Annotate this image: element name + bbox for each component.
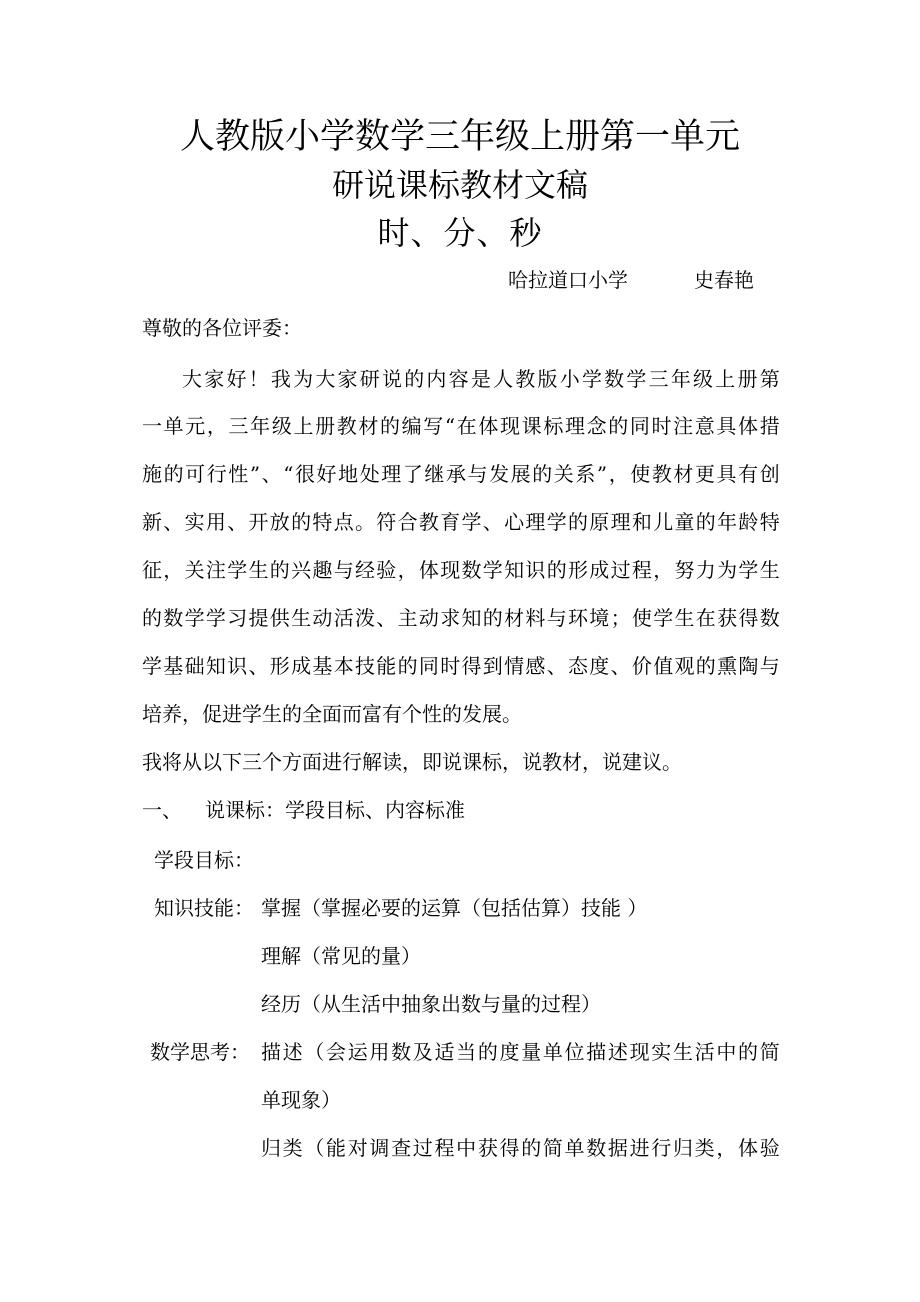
- intro-line: 施的可行性”、“很好地处理了继承与发展的关系”，使教材更具有创: [142, 462, 780, 486]
- thinking-item: 单现象）: [261, 1088, 341, 1112]
- knowledge-label: 知识技能：: [154, 896, 254, 920]
- intro-line: 征，关注学生的兴趣与经验，体现数学知识的形成过程，努力为学生: [142, 558, 780, 582]
- intro-line: 一单元，三年级上册教材的编写“在体现课标理念的同时注意具体措: [142, 414, 780, 438]
- greeting: 尊敬的各位评委：: [142, 316, 302, 340]
- plan-text: 我将从以下三个方面进行解读，即说课标，说教材，说建议。: [142, 750, 682, 774]
- intro-line: 的数学学习提供生动活泼、主动求知的材料与环境；使学生在获得数: [142, 606, 780, 630]
- title-line-1: 人教版小学数学三年级上册第一单元: [179, 117, 740, 157]
- author-name: 史春艳: [694, 268, 754, 292]
- author-line: [508, 265, 754, 295]
- intro-line: 学基础知识、形成基本技能的同时得到情感、态度、价值观的熏陶与: [142, 654, 780, 678]
- thinking-label: 数学思考：: [150, 1040, 250, 1064]
- thinking-item: 描述（会运用数及适当的度量单位描述现实生活中的简: [261, 1040, 780, 1064]
- intro-line: 培养，促进学生的全面而富有个性的发展。: [142, 702, 522, 726]
- section-heading: 说课标：学段目标、内容标准: [205, 798, 465, 822]
- title-line-2: 研说课标教材文稿: [331, 166, 588, 204]
- knowledge-item: 经历（从生活中抽象出数与量的过程）: [261, 992, 601, 1016]
- section-number: 一、: [142, 798, 182, 822]
- author-school: 哈拉道口小学: [508, 268, 628, 292]
- intro-line: 新、实用、开放的特点。符合教育学、心理学的原理和儿童的年龄特: [142, 510, 780, 534]
- stage-goals-label: 学段目标：: [154, 848, 254, 872]
- intro-line: 大家好！我为大家研说的内容是人教版小学数学三年级上册第: [182, 367, 780, 391]
- thinking-item: 归类（能对调查过程中获得的简单数据进行归类，体验: [261, 1136, 780, 1160]
- knowledge-item: 掌握（掌握必要的运算（包括估算）技能 ）: [261, 896, 648, 920]
- knowledge-item: 理解（常见的量）: [261, 944, 421, 968]
- title-line-3: 时、分、秒: [377, 214, 543, 252]
